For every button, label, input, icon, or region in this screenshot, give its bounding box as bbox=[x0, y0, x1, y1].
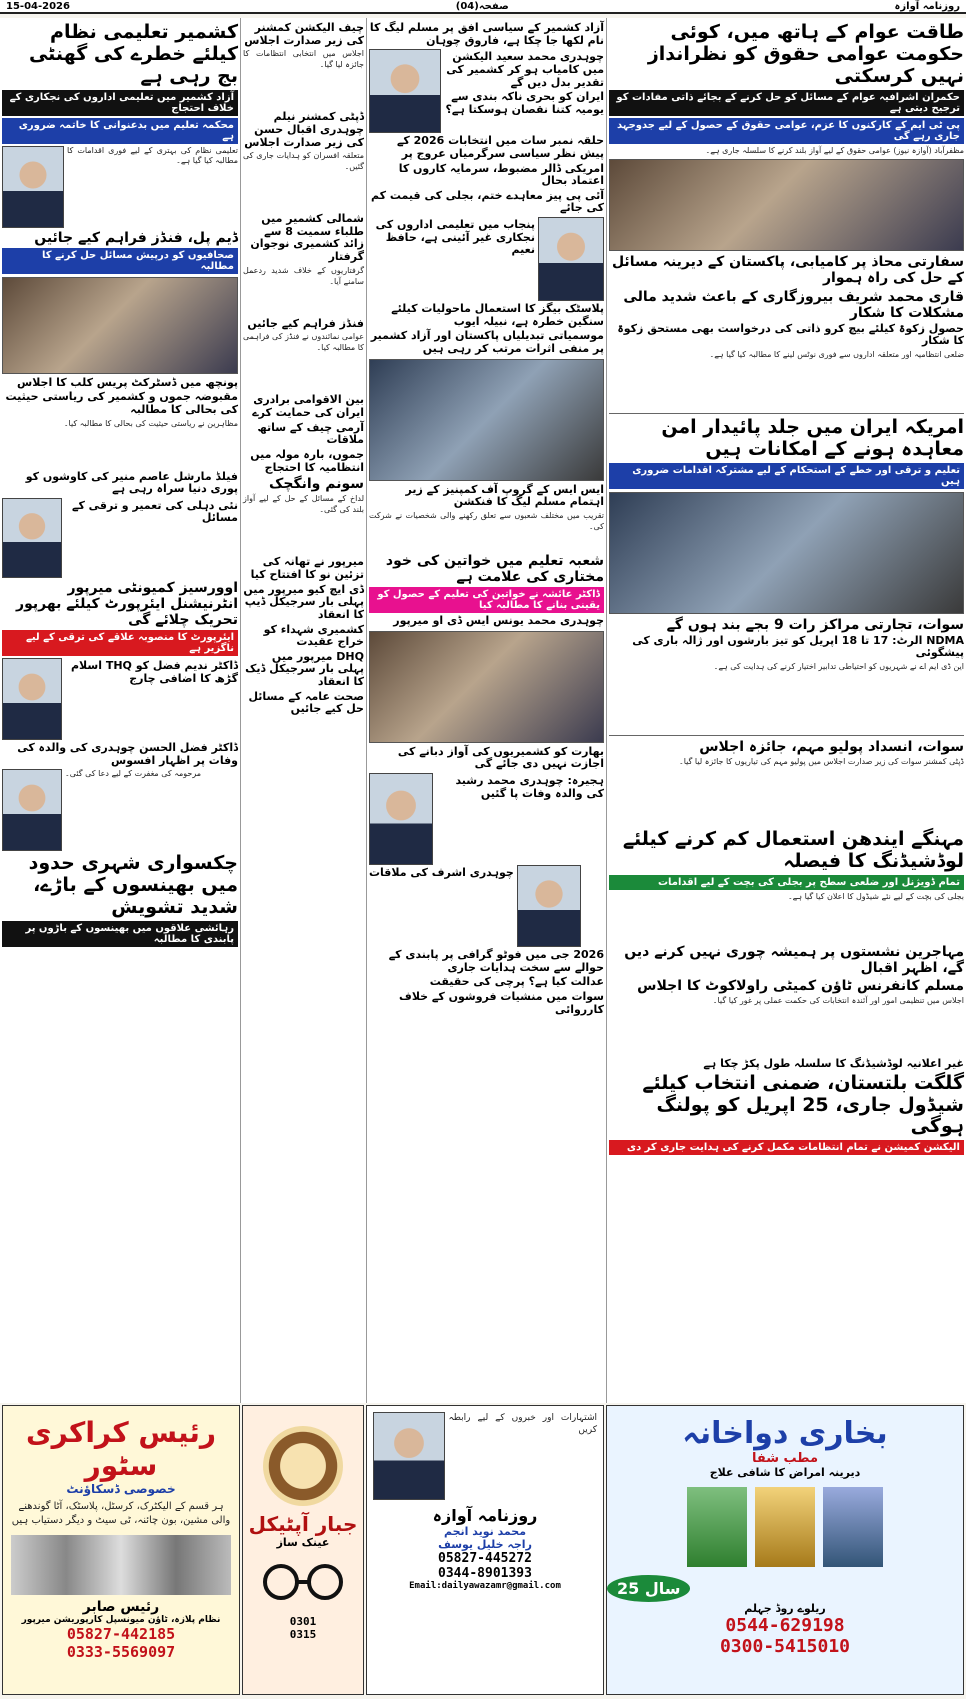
ad-phone: 05827-442185 bbox=[66, 1625, 176, 1643]
ad-phone: 0333-5569097 bbox=[66, 1643, 176, 1661]
ad-tagline: دیرینہ امراض کا شافی علاج bbox=[709, 1466, 861, 1479]
headline: ڈاکٹر ندیم فضل کو THQ اسلام گڑھ کا اضافی چارج bbox=[70, 659, 238, 685]
article-body: بجلی کی بچت کے لیے نئے شیڈول کا اعلان کیا گیا ہے۔ bbox=[787, 891, 964, 901]
ad-subtitle: عینک ساز bbox=[276, 1536, 330, 1549]
headline: ڈیم پل، فنڈز فراہم کیے جائیں bbox=[34, 229, 238, 246]
headline: امریکہ ایران میں جلد پائیدار امن معاہدہ ہونے کے امکانات ہیں bbox=[661, 415, 964, 460]
ad-manager: راجہ خلیل یوسف bbox=[438, 1538, 532, 1551]
headline: کشمیر تعلیمی نظام کیلئے خطرے کی گھنٹی بج رہی ہے bbox=[28, 21, 238, 87]
headline: مہنگے ایندھن استعمال کم کرنے کیلئے لوڈشیڈنگ کا فیصلہ bbox=[622, 828, 964, 872]
portrait-photo bbox=[369, 49, 441, 133]
band: پی ٹی ایم کے کارکنوں کا عزم، عوامی حقوق کے حصول کے لیے جدوجہد جاری رہے گی bbox=[609, 118, 964, 144]
headline: عدالت کیا ہے؟ پرچی کی حقیقت bbox=[429, 975, 604, 989]
conference-photo bbox=[369, 359, 604, 481]
ad-description: ہر قسم کے الیکٹرک، کرسٹل، پلاسٹک، آٹا گوندھنے والی مشین، بون چائنہ، ٹی سیٹ و دیگر دستیاب ہیں bbox=[11, 1501, 231, 1526]
portrait-photo bbox=[2, 146, 64, 228]
portrait-photo bbox=[2, 769, 62, 851]
headline: DHQ میرپور میں پہلی بار سرجیکل ڈیک کا انعقاد bbox=[245, 649, 364, 689]
issue-date: 15-04-2026 bbox=[6, 0, 70, 12]
headline: آرمی چیف کے ساتھ ملاقات bbox=[257, 420, 364, 447]
headline: صحت عامہ کے مسائل حل کیے جائیں bbox=[248, 689, 364, 716]
band: تمام ڈویژنل اور ضلعی سطح پر بجلی کی بچت کے لیے اقدامات bbox=[609, 875, 964, 890]
product-box bbox=[823, 1487, 883, 1567]
press-club-photo bbox=[2, 277, 238, 374]
paper-name: روزنامہ آوازہ bbox=[894, 0, 960, 12]
headline: پلاسٹک بیگز کا استعمال ماحولیات کیلئے سنگین خطرہ ہے، نبیلہ ایوب bbox=[391, 302, 604, 328]
ad-phone: 0300-5415010 bbox=[719, 1636, 851, 1657]
column-mid-left bbox=[240, 18, 366, 1403]
band: رہائشی علاقوں میں بھینسوں کے باڑوں پر پابندی کا مطالبہ bbox=[2, 921, 238, 947]
rally-photo bbox=[609, 159, 964, 251]
office-photo bbox=[369, 631, 604, 743]
headline: بھارت کو کشمیریوں کی آواز دبانے کی اجازت نہیں دی جائے گی bbox=[397, 744, 604, 771]
band: حکمران اشرافیہ عوام کے مسائل کو حل کرنے کے بجائے ذاتی مفادات کو ترجیح دیتی ہے bbox=[609, 90, 964, 116]
headline: سونم وانگچک bbox=[269, 476, 364, 493]
headline: موسمیاتی تبدیلیاں پاکستان اور آزاد کشمیر پر منفی اثرات مرتب کر رہی ہیں bbox=[370, 329, 604, 356]
headline: اوورسیز کمیونٹی میرپور انٹرنیشنل ایئرپورٹ کیلئے بھرپور تحریک چلائے گی bbox=[16, 579, 238, 629]
headline: چوہدری محمد یونس ایس ڈی او میرپور bbox=[393, 614, 604, 628]
article-body: اجلاس میں انتخابی انتظامات کا جائزہ لیا گیا۔ bbox=[243, 49, 364, 70]
headline: میرپور نے تھانہ کی تزئین نو کا افتتاح کیا bbox=[250, 555, 364, 581]
headline: بین الاقوامی برادری ایران کی حمایت کرے bbox=[252, 393, 364, 420]
article-body: ڈپٹی کمشنر سوات کی زیر صدارت اجلاس میں پولیو مہم کی تیاریوں کا جائزہ لیا گیا۔ bbox=[679, 757, 964, 767]
article-body: گرفتاریوں کے خلاف شدید ردعمل سامنے آیا۔ bbox=[243, 265, 364, 286]
headline: غیر اعلانیہ لوڈشیڈنگ کا سلسلہ طول پکڑ چکا ہے bbox=[703, 1057, 964, 1071]
ad-dawakhana bbox=[606, 1405, 964, 1695]
headline: گلگت بلتستان، ضمنی انتخاب کیلئے شیڈول جاری، 25 اپریل کو پولنگ ہوگی bbox=[642, 1071, 964, 1138]
headline: پونچھ میں ڈسٹرکٹ پریس کلب کا اجلاس bbox=[17, 375, 238, 389]
band: ایئرپورٹ کا منصوبہ علاقے کی ترقی کے لیے ناگزیر ہے bbox=[2, 630, 238, 656]
headline: سفارتی محاذ پر کامیابی، پاکستان کے دیرینہ مسائل کے حل کی راہ ہموار bbox=[611, 254, 964, 287]
ad-email: Email:dailyawazamr@gmail.com bbox=[409, 1581, 561, 1591]
headline: شعبہ تعلیم میں خواتین کی خود مختاری کی علامت ہے bbox=[385, 552, 604, 586]
ad-title: روزنامہ آوازہ bbox=[432, 1506, 538, 1525]
ad-subtitle: خصوصی ڈسکاؤنٹ bbox=[66, 1482, 176, 1496]
headline: جموں، بارہ مولہ میں انتظامیہ کا احتجاج bbox=[250, 447, 364, 474]
ad-phone: 0344-8901393 bbox=[438, 1566, 532, 1581]
band: محکمہ تعلیم میں بدعنوانی کا خاتمہ ضروری ہے bbox=[2, 118, 238, 144]
offer-badge: 25 سال bbox=[607, 1575, 690, 1602]
article-body: مظاہرین نے ریاستی حیثیت کی بحالی کا مطالبہ کیا۔ bbox=[63, 418, 238, 428]
headline: سوات میں منشیات فروشوں کے خلاف کارروائی bbox=[399, 990, 604, 1016]
headline: امریکی ڈالر مضبوط، سرمایہ کاروں کا اعتماد بحال bbox=[398, 161, 604, 188]
ad-optical bbox=[242, 1405, 364, 1695]
ad-subtitle: مطب شفا bbox=[751, 1451, 819, 1466]
band: آزاد کشمیر میں تعلیمی اداروں کی نجکاری کے خلاف احتجاج bbox=[2, 90, 238, 116]
headline: حلقہ نمبر سات میں انتخابات 2026 کے پیش نظر سیاسی سرگرمیاں عروج پر bbox=[396, 134, 604, 160]
article-body: اجلاس میں تنظیمی امور اور آئندہ انتخابات کی حکمت عملی پر غور کیا گیا۔ bbox=[712, 996, 964, 1006]
headline: ڈپٹی کمشنر نیلم چوہدری اقبال حسن کی زیر صدارت اجلاس bbox=[244, 110, 364, 149]
ad-phone: 0315 bbox=[289, 1628, 317, 1641]
article-body: لداخ کے مسائل کے حل کے لیے آواز بلند کی گئی۔ bbox=[243, 494, 364, 515]
headline: شمالی کشمیر میں طلباء سمیت 8 سے زائد کشمیری نوجوان گرفتار bbox=[250, 212, 364, 264]
band: ڈاکٹر عائشہ نے خواتین کی تعلیم کے حصول کو یقینی بنانے کا مطالبہ کیا bbox=[369, 587, 604, 613]
headline: فنڈز فراہم کیے جائیں bbox=[247, 316, 364, 330]
ad-notice: اشتہارات اور خبروں کے لیے رابطہ کریں bbox=[448, 1413, 597, 1436]
glasses-icon bbox=[251, 1557, 355, 1607]
ad-city: ریلوے روڈ جہلم bbox=[744, 1602, 826, 1615]
headline: آئی پی پیز معاہدے ختم، بجلی کی قیمت کم کی جائے bbox=[371, 188, 604, 215]
ad-owner: رئیس صابر bbox=[82, 1599, 160, 1615]
headline: سوات، تجارتی مراکز رات 9 بجے بند ہوں گے bbox=[666, 616, 964, 633]
headline: چوہدری محمد سعید الیکشن میں کامیاب ہو کر کشمیر کی تقدیر بدل دیں گے bbox=[446, 50, 604, 89]
ad-phone: 0301 bbox=[289, 1615, 317, 1628]
portrait-photo bbox=[538, 217, 604, 301]
headline: نئی دہلی کی تعمیر و ترقی کے مسائل bbox=[72, 498, 238, 525]
masthead-bar bbox=[0, 0, 966, 14]
band: صحافیوں کو درپیش مسائل حل کرنے کا مطالبہ bbox=[2, 248, 238, 274]
headline: ڈی ایچ کیو میرپور میں پہلی بار سرجیکل ڈیپ کا انعقاد bbox=[243, 582, 364, 621]
ad-title: جبار آپٹیکل bbox=[248, 1512, 358, 1536]
portrait-photo bbox=[517, 865, 581, 947]
article-body: عوامی نمائندوں نے فنڈز کی فراہمی کا مطالبہ کیا۔ bbox=[243, 332, 364, 353]
headline: کشمیری شہداء کو خراج عقیدت bbox=[263, 622, 364, 649]
article-body: تعلیمی نظام کی بہتری کے لیے فوری اقدامات کا مطالبہ کیا گیا ہے۔ bbox=[67, 145, 238, 166]
headline: 2026 جی میں فوٹو گرافی پر پابندی کے حوالے سے سخت ہدایات جاری bbox=[388, 948, 604, 974]
headline: مہاجرین نشستوں پر ہمیشہ چوری نہیں کرنے دیں گے، اظہر اقبال bbox=[624, 943, 964, 976]
ad-paper-info bbox=[366, 1405, 604, 1695]
headline: چکسواری شہری حدود میں بھینسوں کے باڑے، شدید تشویش bbox=[28, 852, 238, 919]
subheadline: ایران کو بحری ناکہ بندی سے یومیہ کتنا نقصان ہوسکتا ہے؟ bbox=[445, 90, 604, 116]
ad-phone: 05827-445272 bbox=[438, 1551, 532, 1566]
headline: فیلڈ مارشل عاصم منیر کی کاوشوں کو پوری دنیا سراہ رہی ہے bbox=[25, 469, 238, 496]
headline: آزاد کشمیر کے سیاسی افق پر مسلم لیگ کا نام لکھا جا چکا ہے، فاروق چوہان bbox=[369, 21, 604, 47]
column-right bbox=[606, 18, 966, 1403]
band: الیکشن کمیشن نے تمام انتظامات مکمل کرنے کی ہدایت جاری کر دی bbox=[609, 1140, 964, 1155]
page-label: صفحہ(04) bbox=[455, 0, 509, 12]
headline: طاقت عوام کے ہاتھ میں، کوئی حکومت عوامی حقوق کو نظرانداز نہیں کرسکتی bbox=[647, 21, 964, 87]
article-body: تقریب میں مختلف شعبوں سے تعلق رکھنے والی شخصیات نے شرکت کی۔ bbox=[369, 510, 604, 531]
product-box bbox=[687, 1487, 747, 1567]
column-mid-right bbox=[366, 18, 606, 1403]
clock-icon bbox=[263, 1426, 343, 1506]
headline: مسلم کانفرنس ٹاؤن کمیٹی راولاکوٹ کا اجلاس bbox=[637, 978, 964, 995]
portrait-photo bbox=[369, 773, 433, 865]
headline: چوہدری اشرف کی ملاقات bbox=[369, 866, 514, 880]
ad-title: رئیس کراکری سٹور bbox=[25, 1416, 217, 1482]
headline: ایس ایس کے گروپ آف کمپنیز کے زیر اہتمام مسلم لیگ کا فنکشن bbox=[405, 482, 604, 509]
headline: ہجیرہ: چوہدری محمد رشید کی والدہ وفات پا گئیں bbox=[455, 774, 604, 800]
meeting-photo bbox=[609, 492, 964, 614]
product-photo bbox=[11, 1535, 231, 1595]
portrait-photo bbox=[2, 658, 62, 740]
ad-editor: محمد نوید انجم bbox=[443, 1525, 527, 1538]
ad-phone: 0544-629198 bbox=[725, 1615, 845, 1636]
headline: پنجاب میں تعلیمی اداروں کی نجکاری غیر آئینی ہے، حافظ نعیم bbox=[375, 218, 535, 257]
column-left bbox=[0, 18, 240, 1403]
article-body: مرحومہ کی مغفرت کے لیے دعا کی گئی۔ bbox=[65, 769, 202, 779]
article-body: مظفرآباد (آوازہ نیوز) عوامی حقوق کے لیے آواز بلند کرنے کا سلسلہ جاری ہے۔ bbox=[705, 145, 964, 155]
ad-title: بخاری دواخانہ bbox=[682, 1416, 888, 1451]
headline: سوات، انسداد پولیو مہم، جائزہ اجلاس bbox=[699, 739, 964, 756]
product-box bbox=[755, 1487, 815, 1567]
ad-address: نظام پلازہ، ٹاؤن میونسپل کارپوریشن میرپور bbox=[21, 1615, 221, 1625]
headline: مقبوضہ جموں و کشمیر کی ریاستی حیثیت کی بحالی کا مطالبہ bbox=[5, 390, 238, 416]
article-body: این ڈی ایم اے نے شہریوں کو احتیاطی تدابیر اختیار کرنے کی ہدایت کی ہے۔ bbox=[713, 662, 964, 672]
headline: NDMA الرٹ: 17 تا 18 اپریل کو تیز بارشوں اور ژالہ باری کی پیشگوئی bbox=[632, 633, 964, 660]
headline: چیف الیکشن کمشنر کی زیر صدارت اجلاس bbox=[244, 21, 364, 47]
portrait-photo bbox=[373, 1412, 445, 1500]
article-body: متعلقہ افسران کو ہدایات جاری کی گئیں۔ bbox=[243, 151, 364, 171]
headline: حصول زکوۃ کیلئے بیچ کرو ذاتی کی درخواست بھی مستحق زکوۃ کا شکار bbox=[617, 321, 964, 348]
band: تعلیم و ترقی اور خطے کے استحکام کے لیے مشترکہ اقدامات ضروری ہیں bbox=[609, 463, 964, 489]
ad-crockery-store bbox=[2, 1405, 240, 1695]
headline: قاری محمد شریف بیروزگاری کے باعث شدید مالی مشکلات کا شکار bbox=[623, 288, 964, 321]
headline: ڈاکٹر فضل الحسن چوہدری کی والدہ کی وفات پر اظہار افسوس bbox=[17, 741, 238, 767]
article-body: ضلعی انتظامیہ اور متعلقہ اداروں سے فوری نوٹس لینے کا مطالبہ کیا گیا ہے۔ bbox=[709, 349, 964, 359]
portrait-photo bbox=[2, 498, 62, 578]
